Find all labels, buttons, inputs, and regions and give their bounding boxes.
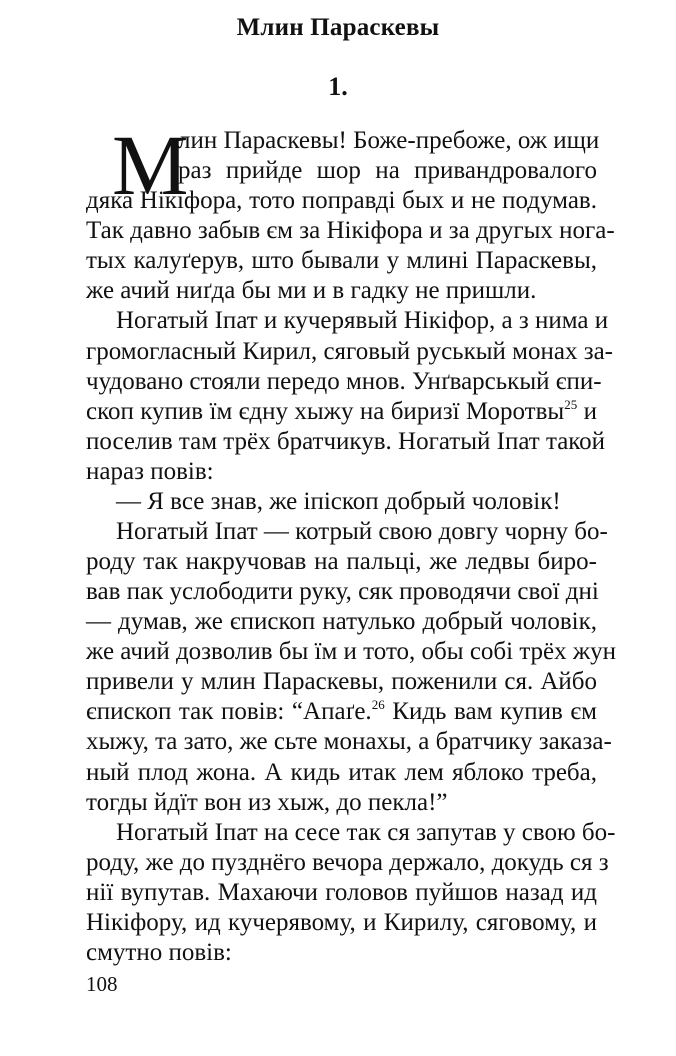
text-line bbox=[86, 876, 597, 910]
line-text: же ачий дозволив бы їм и тото, обы собі трёх жун bbox=[86, 638, 617, 665]
text-line bbox=[86, 545, 597, 579]
line-text: чудовано стояли передо мнов. Унґварськый єпи- bbox=[86, 368, 602, 395]
line-text: Ногатый Іпат и кучерявый Нікіфор, а з нима и bbox=[116, 307, 609, 334]
line-text: нії вупутав. Махаючи головов пуйшов назад ид bbox=[86, 879, 597, 906]
line-text: Ногатый Іпат — котрый свою довгу чорну бо- bbox=[116, 518, 608, 545]
text-line bbox=[86, 365, 602, 399]
text-line bbox=[178, 124, 600, 158]
line-text: Кидь вам купив єм bbox=[384, 698, 597, 725]
text-line bbox=[86, 335, 614, 369]
line-text: привели у млин Параскевы, поженили ся. Айбо bbox=[86, 668, 597, 695]
line-text: Нікіфору, ид кучерявому, и Кирилу, сяговому, и bbox=[86, 909, 597, 936]
text-line bbox=[86, 695, 597, 729]
text-line bbox=[86, 756, 597, 790]
line-text: ный плод жона. А кидь итак лем яблоко треба, bbox=[86, 759, 597, 786]
line-text: же ачий ниґда бы ми и в гадку не пришли. bbox=[86, 277, 537, 304]
footnote-marker[interactable]: 26 bbox=[371, 697, 385, 712]
text-line bbox=[86, 665, 597, 699]
line-text: скоп купив їм єдну хыжу на биризї Моротвы bbox=[86, 398, 565, 425]
line-text: роду так накручовав на пальці, же ледвы биро- bbox=[86, 548, 597, 575]
text-line bbox=[86, 786, 597, 820]
line-text: нараз повів: bbox=[86, 458, 214, 485]
page-title: Млин Параскевы bbox=[236, 14, 440, 41]
text-line bbox=[86, 635, 617, 669]
page-number: 108 bbox=[86, 972, 118, 996]
text-line bbox=[86, 725, 612, 759]
text-line bbox=[86, 816, 616, 850]
text-line bbox=[86, 274, 597, 308]
text-line bbox=[86, 906, 597, 940]
line-text: смутно повів: bbox=[86, 939, 232, 966]
line-text: раз прийде шор на привандровалого bbox=[178, 157, 597, 184]
line-text: и bbox=[577, 398, 597, 425]
line-text: — Я все знав, же іпіскоп добрый чоловік! bbox=[116, 488, 561, 515]
text-line bbox=[86, 184, 597, 218]
line-text: вав пак услободити руку, сяк проводячи свої дні bbox=[86, 578, 599, 605]
line-text: Ногатый Іпат на сесе так ся запутав у свою бо- bbox=[116, 819, 616, 846]
text-line bbox=[178, 154, 597, 188]
line-text: поселив там трёх братчикув. Ногатый Іпат такой bbox=[86, 428, 606, 455]
text-line bbox=[86, 214, 615, 248]
line-text: хыжу, та зато, же сьте монахы, а братчику заказа- bbox=[86, 728, 612, 755]
line-text: Так давно забыв єм за Нікіфора и за другых нога- bbox=[86, 217, 615, 244]
text-line bbox=[86, 936, 597, 970]
text-line bbox=[86, 575, 597, 609]
text-line bbox=[86, 304, 609, 338]
chapter-number: 1. bbox=[328, 72, 348, 101]
footnote-marker[interactable]: 25 bbox=[564, 397, 578, 412]
line-text: єпископ так повів: “Апаґе. bbox=[86, 698, 372, 725]
line-text: громогласный Кирил, сяговый руськый монах за- bbox=[86, 338, 614, 365]
text-line bbox=[86, 395, 597, 429]
text-line bbox=[86, 605, 597, 639]
text-line bbox=[86, 515, 608, 549]
line-text: — думав, же єпископ натулько добрый чоловік, bbox=[86, 608, 597, 635]
text-line bbox=[86, 846, 609, 880]
line-text: лин Параскевы! Боже-пребоже, ож ищи bbox=[178, 127, 600, 154]
line-text: дяка Нікіфора, тото поправді бых и не подумав. bbox=[86, 187, 597, 214]
text-line bbox=[86, 425, 606, 459]
line-text: роду, же до пузднёго вечора держало, докудь ся з bbox=[86, 849, 609, 876]
text-line bbox=[86, 455, 597, 489]
text-line bbox=[86, 485, 597, 519]
line-text: тогды йдїт вон из хыж, до пекла!” bbox=[86, 789, 448, 816]
line-text: тых калуґерув, што бывали у млині Параскевы, bbox=[86, 247, 597, 274]
text-line bbox=[86, 244, 597, 278]
drop-cap: М bbox=[112, 117, 189, 213]
